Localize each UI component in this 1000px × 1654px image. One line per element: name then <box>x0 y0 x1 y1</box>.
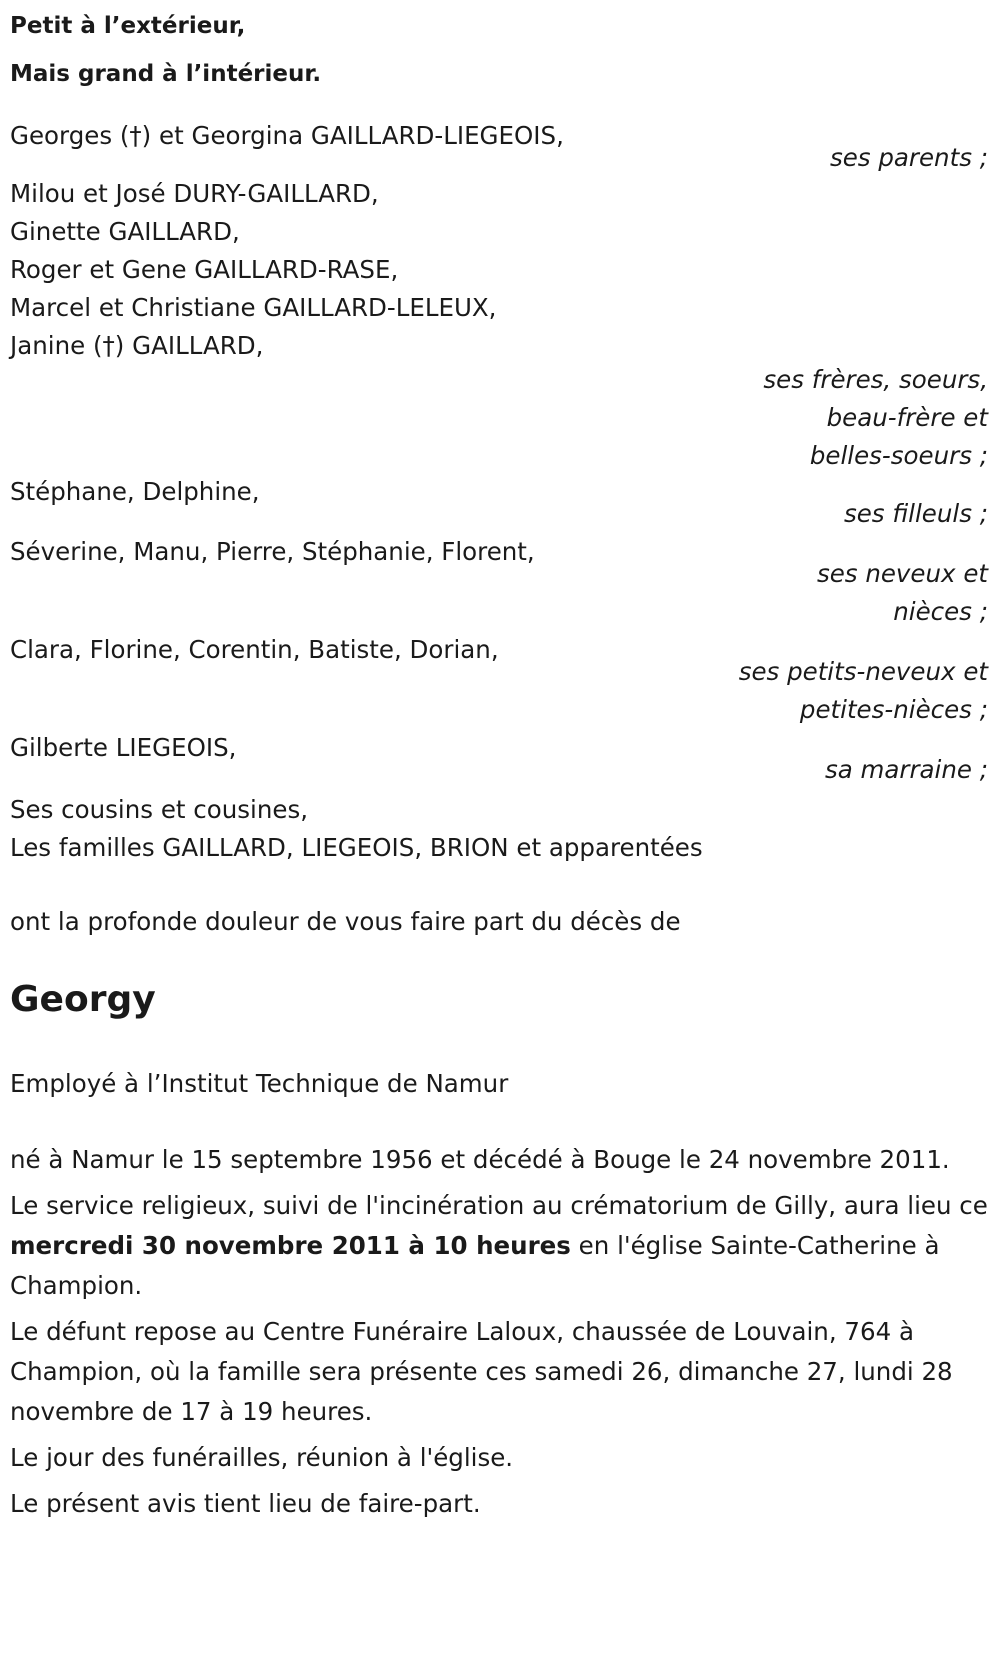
family-role <box>10 360 988 476</box>
role-line: sa marraine ; <box>824 755 988 784</box>
family-name-line: Janine (†) GAILLARD, <box>10 331 264 360</box>
family-name-line: Georges (†) et Georgina GAILLARD-LIEGEOIS, <box>10 121 564 150</box>
cousins-line: Ses cousins et cousines, <box>10 795 308 824</box>
family-name-line: Gilberte LIEGEOIS, <box>10 733 237 762</box>
families-line: Les familles GAILLARD, LIEGEOIS, BRION et apparentées <box>10 833 703 862</box>
family-group-nephews <box>10 532 988 632</box>
family-name-line: Milou et José DURY-GAILLARD, <box>10 179 379 208</box>
family-names <box>10 174 988 366</box>
family-group-parents <box>10 116 988 178</box>
announcement: ont la profonde douleur de vous faire part du décès de <box>10 907 681 936</box>
family-name-line: Ginette GAILLARD, <box>10 217 240 246</box>
occupation: Employé à l’Institut Technique de Namur <box>10 1069 509 1098</box>
epigraph-line-1: Petit à l’extérieur, <box>10 13 246 39</box>
service-info <box>10 1186 988 1306</box>
family-name-line: Clara, Florine, Corentin, Batiste, Dorian, <box>10 635 499 664</box>
family-group-godchildren <box>10 472 988 534</box>
role-line: beau-frère et <box>826 403 988 432</box>
family-group-godmother <box>10 728 988 790</box>
family-group-siblings <box>10 174 988 476</box>
service-text-before: Le service religieux, suivi de l'incinération au crématorium de Gilly, aura lieu ce <box>10 1191 988 1220</box>
notice-info: Le présent avis tient lieu de faire-part. <box>10 1489 481 1518</box>
repose-info: Le défunt repose au Centre Funéraire Laloux, chaussée de Louvain, 764 à Champion, où la famille sera présente ces samedi 26, dimanche 27, lundi 28 novembre de 17 à 19 heures. <box>10 1317 953 1426</box>
birth-death: né à Namur le 15 septembre 1956 et décédé à Bouge le 24 novembre 2011. <box>10 1145 950 1174</box>
epigraph-line-2: Mais grand à l’intérieur. <box>10 61 322 87</box>
deceased-name: Georgy <box>10 979 156 1020</box>
family-group-grand-nephews <box>10 630 988 730</box>
role-line: ses neveux et <box>816 559 988 588</box>
role-line: nièces ; <box>893 597 988 626</box>
role-line: ses filleuls ; <box>843 499 988 528</box>
family-name-line: Roger et Gene GAILLARD-RASE, <box>10 255 399 284</box>
family-name-line: Séverine, Manu, Pierre, Stéphanie, Florent, <box>10 537 535 566</box>
other-relatives <box>10 790 988 868</box>
family-name-line: Stéphane, Delphine, <box>10 477 260 506</box>
role-line: belles-soeurs ; <box>809 441 988 470</box>
service-date-time: mercredi 30 novembre 2011 à 10 heures <box>10 1231 571 1260</box>
role-line: ses frères, soeurs, <box>763 365 988 394</box>
role-line: ses petits-neveux et <box>738 657 988 686</box>
meeting-info: Le jour des funérailles, réunion à l'église. <box>10 1443 514 1472</box>
service-text-after: en l'église Sainte-Catherine à Champion. <box>10 1231 940 1300</box>
obituary-notice <box>10 0 988 1524</box>
family-name-line: Marcel et Christiane GAILLARD-LELEUX, <box>10 293 497 322</box>
role-line: petites-nièces ; <box>799 695 988 724</box>
role-line: ses parents ; <box>829 143 988 172</box>
epigraph <box>10 2 988 98</box>
